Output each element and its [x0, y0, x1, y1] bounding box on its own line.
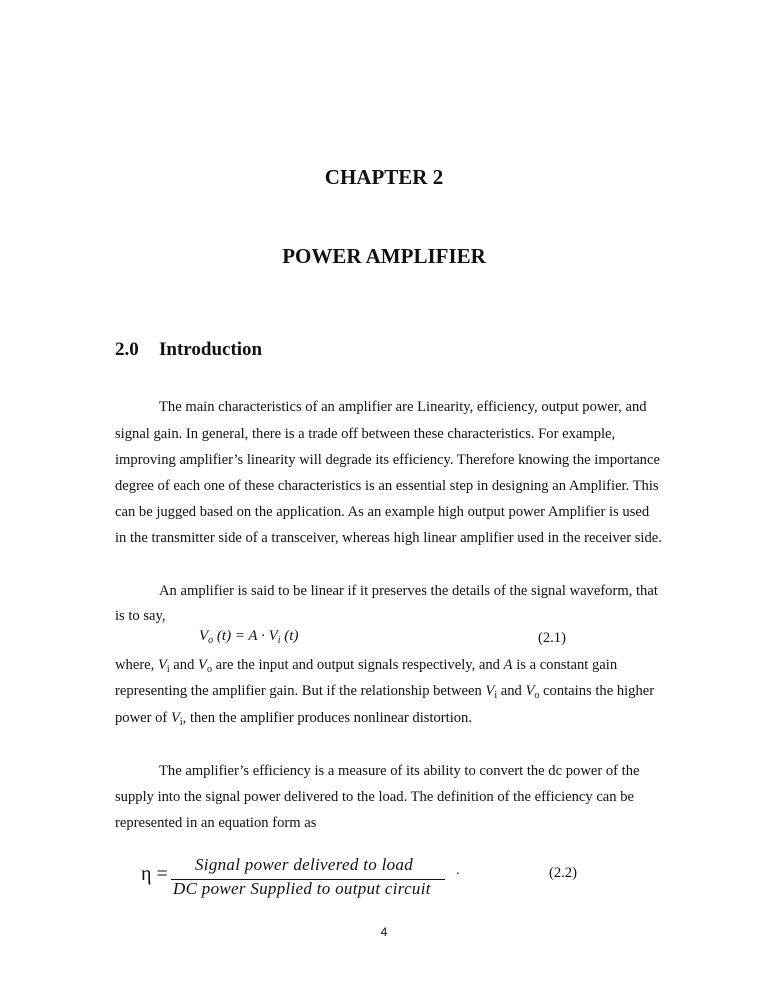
equation-2-1: $V_o$ $(t) = A \cdot V_i$ (t)	[199, 628, 299, 646]
paragraph-line: where, $V_i$ and $V_o$ are the input and output signals respectively, and A is a constant gain	[115, 657, 618, 675]
section-number: 2.0	[115, 339, 139, 360]
equation-number: (2.1)	[538, 630, 566, 646]
paragraph-line: power of $V_i$, then the amplifier produces nonlinear distortion.	[115, 710, 473, 728]
paragraph-line: An amplifier is said to be linear if it preserves the details of the signal waveform, that	[159, 583, 658, 599]
paragraph-line: in the transmitter side of a transceiver, whereas high linear amplifier used in the receiver side.	[115, 530, 662, 546]
page-number: 4	[380, 925, 388, 939]
paragraph-line: degree of each one of these characteristics is an essential step in designing an Amplifier. This	[115, 478, 659, 494]
efficiency-symbol: η =	[141, 863, 168, 885]
chapter-label: CHAPTER 2	[324, 165, 444, 189]
paragraph-line: supply into the signal power delivered to the load. The definition of the efficiency can be	[115, 789, 635, 805]
fraction-denominator: DC power Supplied to output circuit	[173, 879, 431, 898]
paragraph-line: signal gain. In general, there is a trade off between these characteristics. For example,	[115, 426, 616, 442]
paragraph-line: The main characteristics of an amplifier are Linearity, efficiency, output power, and	[159, 399, 647, 415]
chapter-title: POWER AMPLIFIER	[282, 244, 486, 268]
paragraph-line: represented in an equation form as	[115, 815, 317, 831]
section-title: Introduction	[159, 339, 263, 360]
paragraph-line: representing the amplifier gain. But if the relationship between $V_i$ and $V_o$ contains the higher	[115, 683, 655, 701]
paragraph-line: is to say,	[115, 608, 166, 624]
fraction-numerator: Signal power delivered to load	[195, 855, 414, 874]
equation-period: .	[456, 863, 460, 878]
paragraph-line: can be jugged based on the application. As an example high output power Amplifier is used	[115, 504, 650, 520]
paragraph-line: The amplifier’s efficiency is a measure of its ability to convert the dc power of the	[159, 763, 640, 779]
paragraph-line: improving amplifier’s linearity will degrade its efficiency. Therefore knowing the importance	[115, 452, 660, 468]
equation-number: (2.2)	[549, 865, 577, 881]
